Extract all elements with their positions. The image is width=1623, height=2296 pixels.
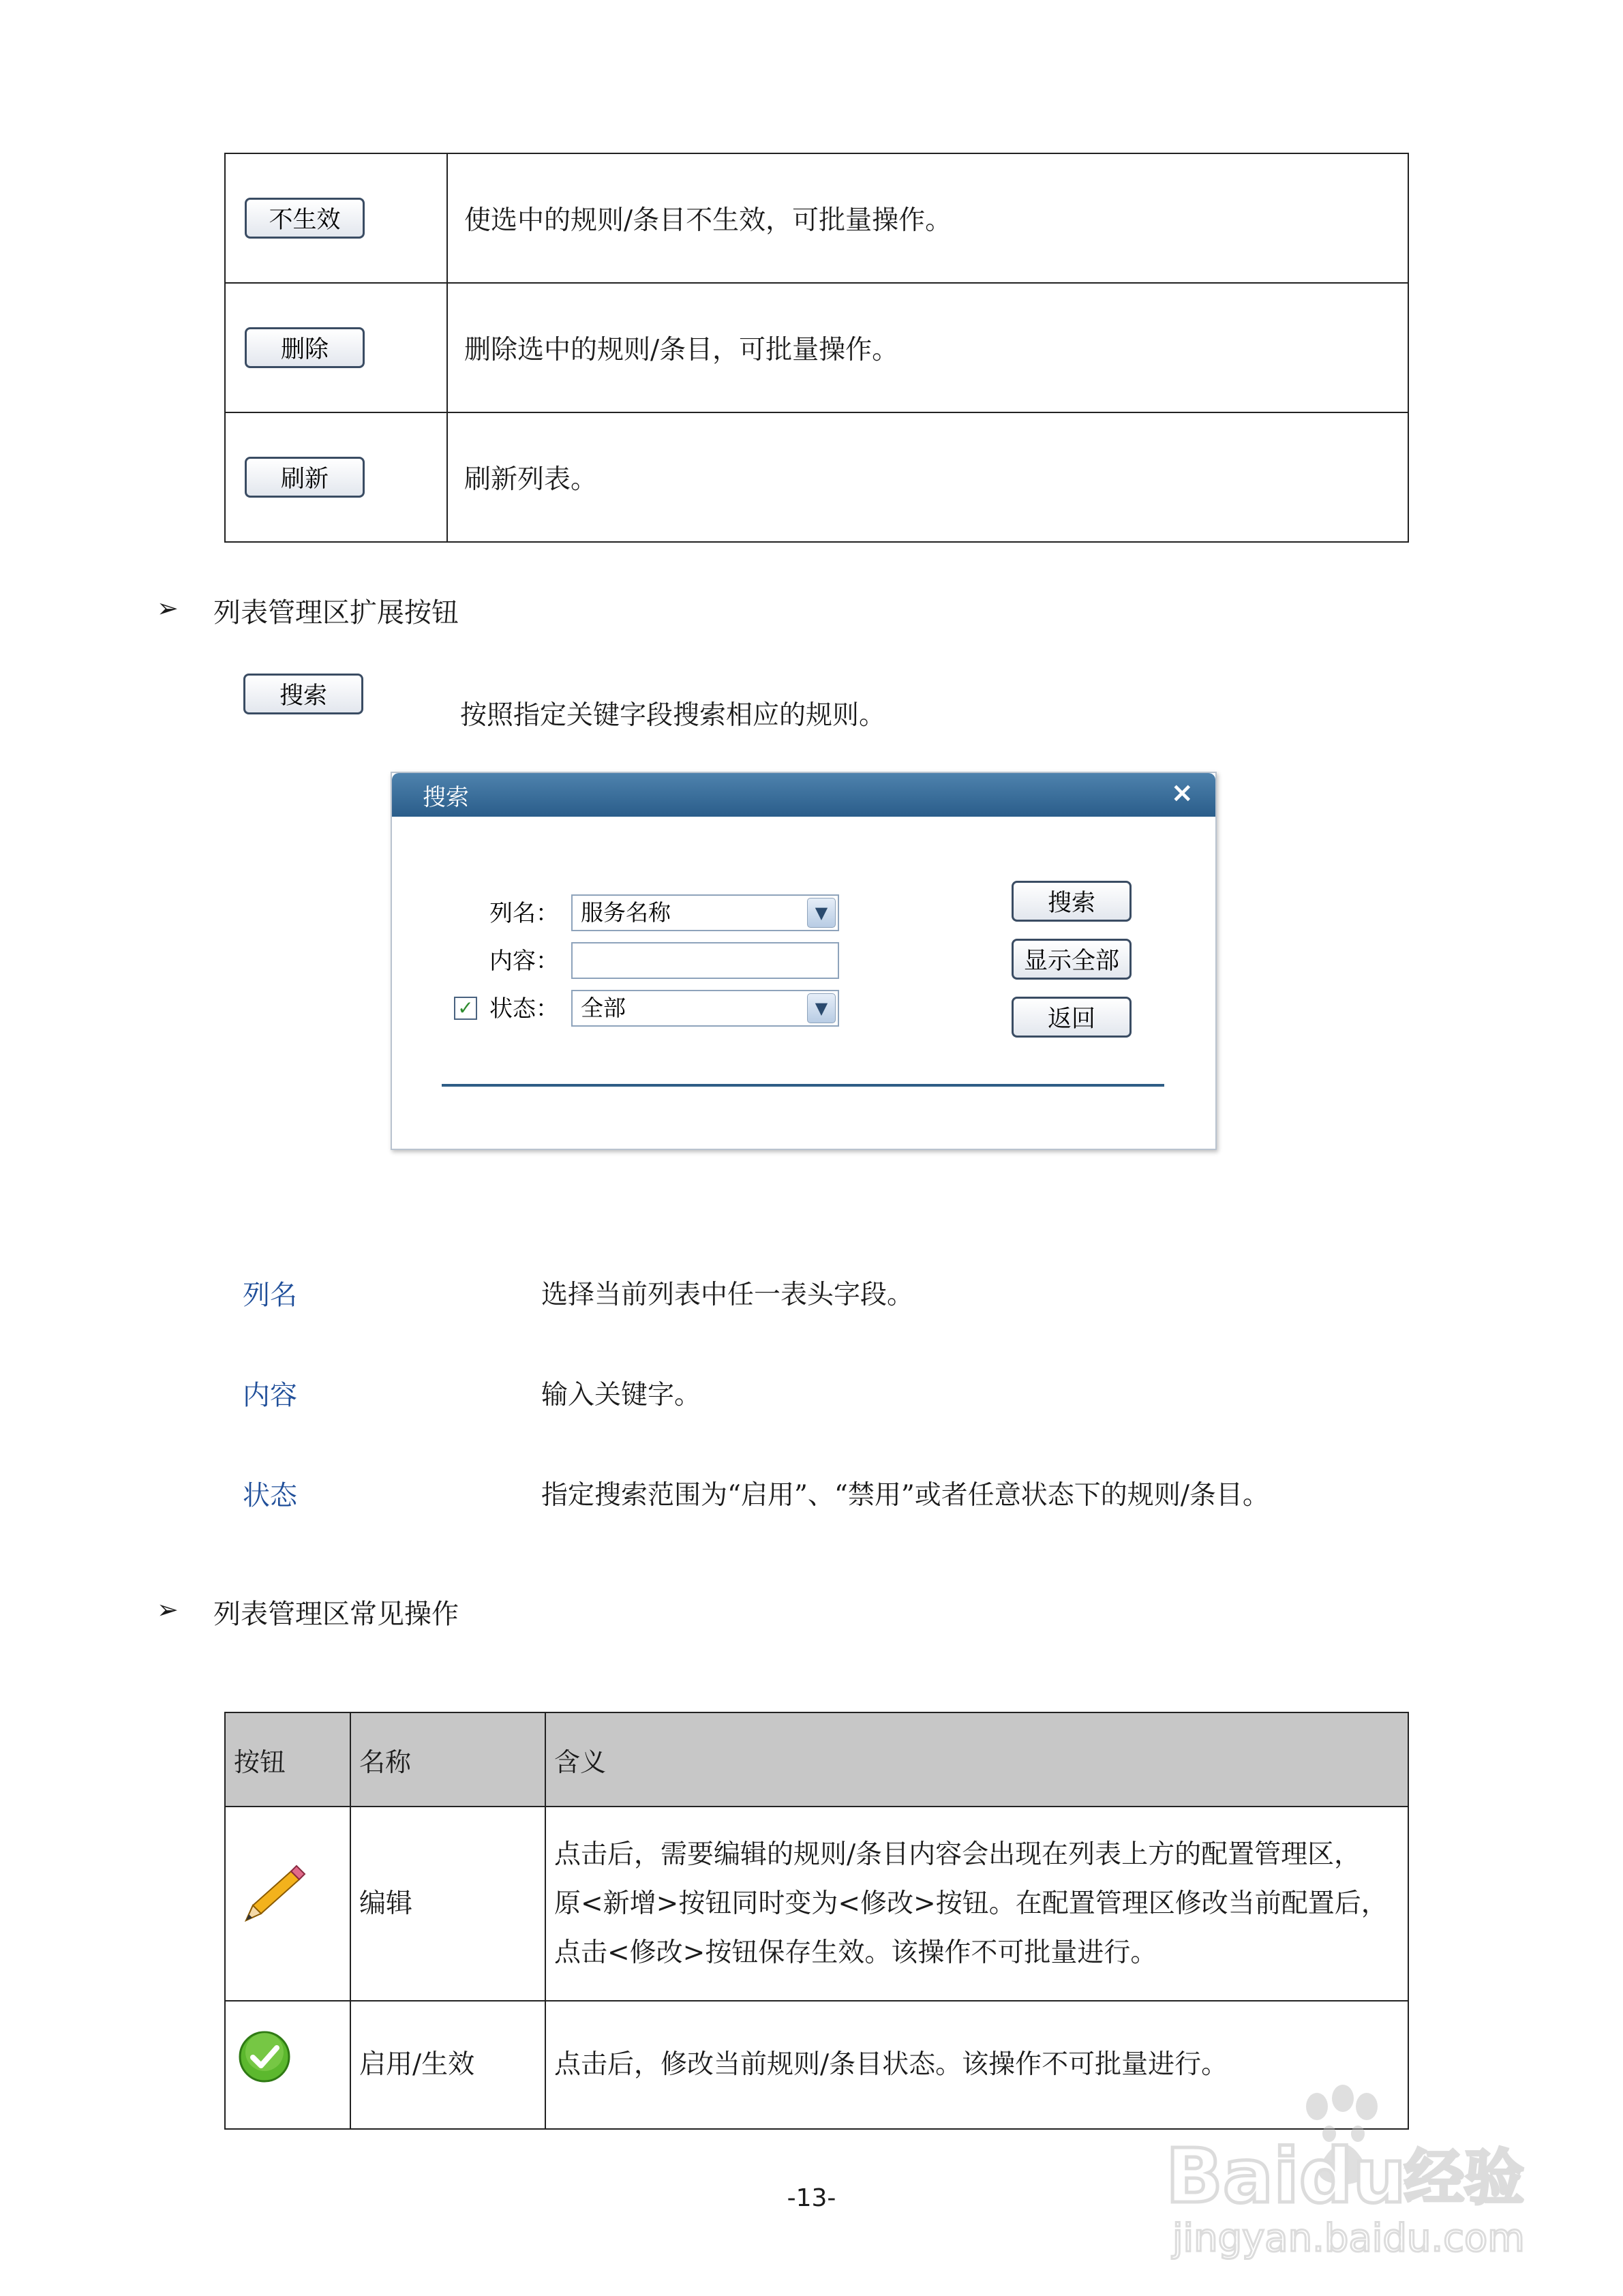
operation-name: 编辑: [350, 1807, 545, 2001]
status-select[interactable]: [571, 990, 839, 1027]
table-row: [225, 283, 1408, 412]
watermark-url: jingyan.baidu.com: [1172, 2216, 1525, 2261]
dialog-titlebar: [392, 773, 1215, 817]
search-dialog: [391, 772, 1217, 1150]
close-icon[interactable]: ×: [1170, 777, 1194, 809]
refresh-button[interactable]: 刷新: [245, 457, 365, 498]
definition-column: 选择当前列表中任一表头字段。: [541, 1280, 914, 1310]
status-select-value: 全部: [581, 995, 626, 1021]
chevron-down-icon[interactable]: ▼: [807, 898, 836, 928]
green-check-icon[interactable]: [234, 2026, 295, 2087]
operation-description: 点击后，需要编辑的规则/条目内容会出现在列表上方的配置管理区， 原<新增>按钮同时变为<修改>按钮。在配置管理区修改当前配置后， 点击<修改>按钮保存生效。该操作不可批量进行。: [545, 1807, 1408, 2001]
column-header: 含义: [545, 1712, 1408, 1807]
table-header-row: [225, 1712, 1408, 1807]
section-heading: 列表管理区常见操作: [213, 1599, 459, 1630]
dialog-title: 搜索: [423, 784, 469, 811]
definition-status: 指定搜索范围为“启用”、“禁用”或者任意状态下的规则/条目。: [541, 1480, 1269, 1511]
watermark-brand: Baidu: [1166, 2132, 1406, 2220]
chevron-down-icon[interactable]: ▼: [807, 993, 836, 1023]
bullet-arrow-icon: ➢: [157, 593, 179, 623]
content-label: 内容：: [489, 948, 559, 975]
search-button[interactable]: 搜索: [243, 674, 363, 714]
page-number: -13-: [787, 2184, 836, 2212]
bullet-arrow-icon: ➢: [157, 1595, 179, 1625]
watermark-suffix: 经验: [1404, 2143, 1525, 2213]
show-all-button[interactable]: 显示全部: [1012, 939, 1132, 980]
button-description: 刷新列表。: [447, 412, 1408, 542]
column-select-value: 服务名称: [581, 899, 671, 926]
table-row: [225, 153, 1408, 283]
pencil-icon[interactable]: [234, 1862, 309, 1930]
button-description: 删除选中的规则/条目，可批量操作。: [447, 283, 1408, 412]
back-button[interactable]: 返回: [1012, 997, 1132, 1038]
column-header: 按钮: [225, 1712, 350, 1807]
dialog-divider: [442, 1084, 1164, 1087]
table-row: [225, 1807, 1408, 2001]
operation-description: 点击后，修改当前规则/条目状态。该操作不可批量进行。: [545, 2001, 1408, 2129]
status-label: 状态：: [489, 995, 559, 1023]
operation-name: 启用/生效: [350, 2001, 545, 2129]
operations-table: [224, 1712, 1409, 2130]
status-checkbox[interactable]: ✓: [454, 997, 477, 1020]
delete-button[interactable]: 删除: [245, 327, 365, 368]
term-column: 列名: [243, 1280, 297, 1311]
button-description-table: [224, 153, 1409, 543]
term-content: 内容: [243, 1380, 297, 1411]
button-description: 使选中的规则/条目不生效，可批量操作。: [447, 153, 1408, 283]
dialog-search-button[interactable]: 搜索: [1012, 881, 1132, 922]
term-status: 状态: [243, 1480, 297, 1511]
column-select[interactable]: [571, 894, 839, 931]
baidu-watermark-logo: [1159, 2072, 1541, 2263]
table-row: [225, 412, 1408, 542]
column-label: 列名：: [489, 900, 559, 927]
column-header: 名称: [350, 1712, 545, 1807]
disable-button[interactable]: 不生效: [245, 198, 365, 239]
content-input[interactable]: [571, 942, 839, 979]
search-description: 按照指定关键字段搜索相应的规则。: [460, 700, 886, 731]
definition-content: 输入关键字。: [541, 1380, 701, 1410]
section-heading: 列表管理区扩展按钮: [213, 597, 459, 629]
